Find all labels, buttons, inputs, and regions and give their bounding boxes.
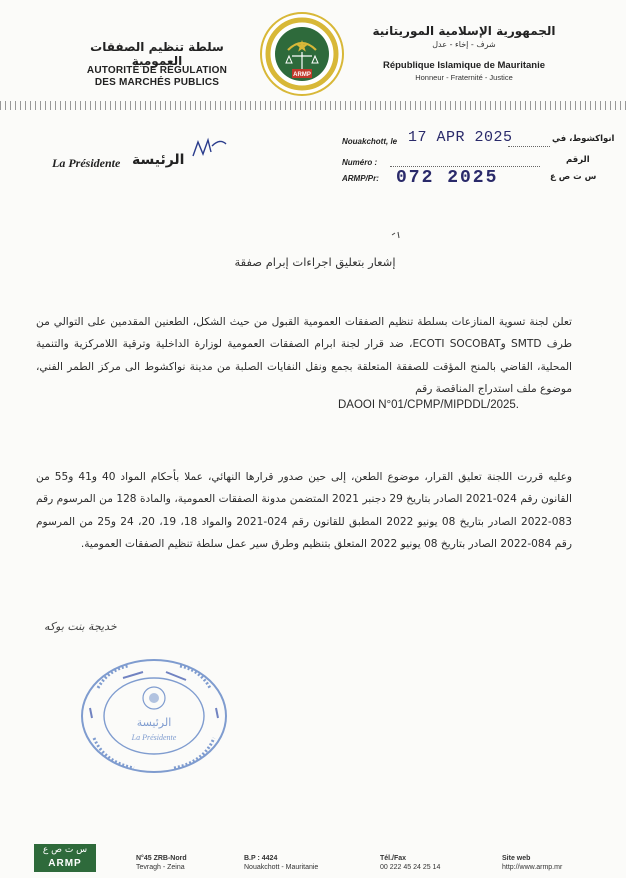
sender-title-fr: La Présidente [52, 156, 121, 170]
place-label-ar: انواكشوط، في [552, 134, 615, 144]
footer-bp [244, 855, 318, 872]
scribble-mark [390, 230, 404, 240]
footer-bp-line1: B.P : 4424 [244, 855, 278, 862]
country-name-ar: الجمهورية الإسلامية الموريتانية [372, 24, 556, 38]
footer-logo-ar: س ت ص ع [42, 845, 88, 855]
footer-bp-line2: Nouakchott - Mauritanie [244, 863, 319, 871]
footer-phone-number: 00 222 45 24 25 14 [380, 863, 441, 871]
country-name-fr: République Islamique de Mauritanie [382, 60, 546, 71]
authority-name-ar: سلطة تنظيم الصفقات العمومية [90, 40, 224, 68]
place-label-fr: Nouakchott, le [342, 137, 398, 146]
stamp-title-ar: الرئيسة [136, 716, 172, 729]
numero-label-ar: الرقم [566, 155, 590, 165]
footer-phone-label: Tél./Fax [380, 855, 407, 862]
sender-title-ar: الرئيسة [132, 152, 185, 168]
paragraph-1: تعلن لجنة تسوية المنازعات بسلطة تنظيم الصفقات العمومية القبول من حيث الشكل، الطعنين المقدمين على التوالي من طرف SMTD وECOTI SOCOBAT، ضد قرار لجنة ابرام الصفقات العمومية لوزارة الداخلية وترقية اللامركزية والتنمية المحلية، القاضي بالمنح المؤقت للصفقة المتعلقة بجمع ونقل النفايات الصلبة من مدينة نواكشوط الى مركز الطمر الفني، موضوع ملف استدراج المناقصة رقم [36, 316, 573, 395]
signature-name: خديجة بنت بوكه [44, 620, 117, 633]
footer-address-line2: Tevragh - Zeina [136, 863, 185, 871]
date-stamp: 17 APR 2025 [408, 129, 513, 146]
paragraph-1-reference: DAOOI N°01/CPMP/MIPDDL/2025. [338, 399, 519, 411]
motto-ar: شرف - إخاء - عدل [432, 40, 496, 49]
numero-dotted-line [390, 166, 540, 167]
reference-number: 072 2025 [396, 168, 499, 188]
official-stamp [68, 658, 230, 780]
footer-address-line1: N°45 ZRB-Nord [136, 855, 187, 862]
armp-label-ar: س ت ص ع [550, 172, 597, 182]
footer-website-url: http://www.armp.mr [502, 863, 563, 871]
footer-logo-fr: ARMP [48, 858, 82, 869]
letter-subject: إشعار بتعليق اجراءات إبرام صفقة [234, 255, 396, 269]
paragraph-2: وعليه قررت اللجنة تعليق القرار، موضوع الطعن، إلى حين صدور قرارها النهائي، عملا بأحكام المواد 40 و41 و55 من القانون رقم 024-2021 الصادر بتاريخ 29 دجنبر 2021 المتضمن مدونة الصفقات العمومية، والمادة 128 من المرسوم رقم 083-2022 الصادر بتاريخ 08 يونيو 2022 المطبق للقانون رقم 024-2021 والمواد 18، 19، 20، 24 و25 من المرسوم رقم 084-2022 الصادر بتاريخ 08 يونيو 2022 المتعلق بتنظيم وطرق سير عمل سلطة تنظيم الصفقات العمومية. [36, 471, 573, 550]
motto-fr: Honneur - Fraternité - Justice [415, 73, 513, 82]
footer-phone [380, 855, 440, 872]
footer-website [502, 855, 562, 872]
footer-logo [34, 844, 96, 872]
handwritten-initial [190, 136, 230, 160]
date-dotted-line [508, 146, 550, 147]
stamp-title-fr: La Présidente [131, 733, 177, 742]
authority-name-fr-line2: DES MARCHÉS PUBLICS [94, 77, 220, 88]
logo-text: ARMP [293, 72, 311, 78]
numero-label-fr: Numéro : [342, 158, 378, 167]
armp-seal-logo [260, 12, 344, 96]
armp-label-fr: ARMP/Pr: [342, 174, 379, 183]
footer-address [136, 855, 187, 872]
authority-name-fr-line1: AUTORITÉ DE RÉGULATION [86, 65, 228, 76]
footer-website-label: Site web [502, 855, 531, 862]
header-divider [0, 101, 626, 110]
